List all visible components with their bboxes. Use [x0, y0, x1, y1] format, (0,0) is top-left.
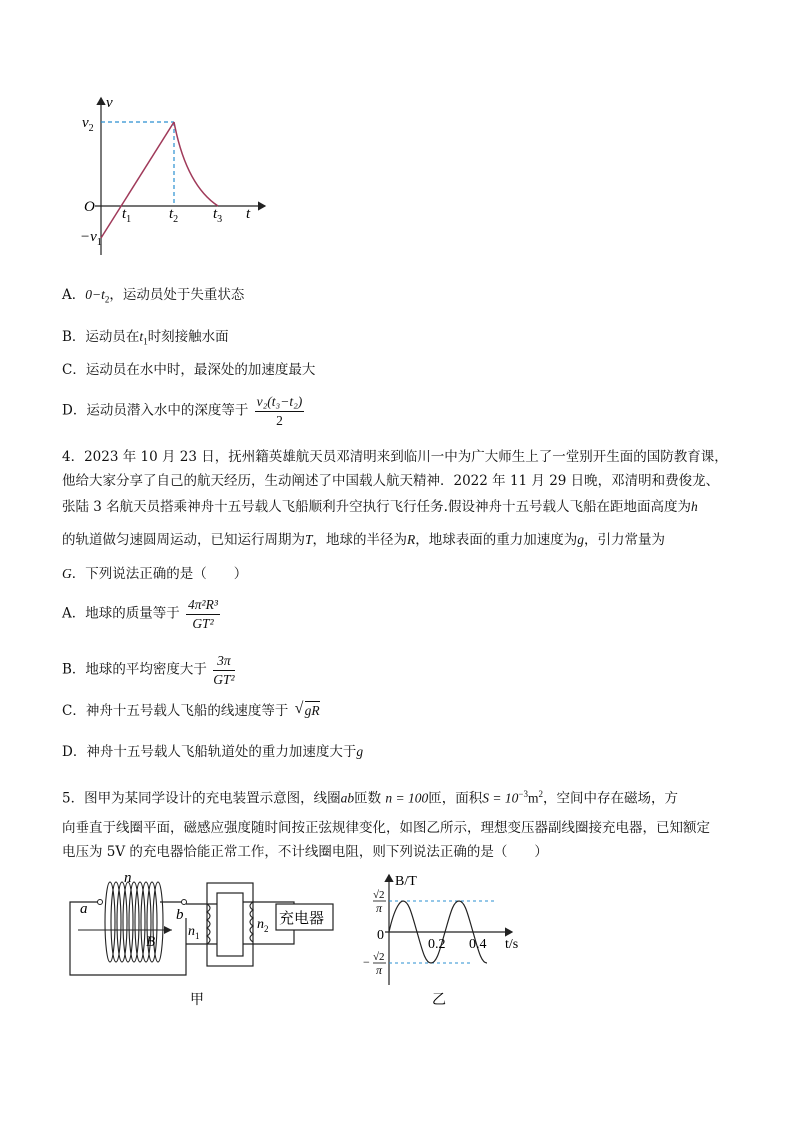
transformer-core-inner [217, 893, 243, 956]
q3-option-c: C．运动员在水中时，最深处的加速度最大 [62, 362, 316, 378]
vt-graph [80, 88, 280, 263]
q4-c-radicand: gR [304, 703, 320, 718]
terminal-a-label: a [80, 901, 88, 917]
svg-text:−v1 [80, 229, 102, 248]
q4-line-5: G．下列说法正确的是（ ） [62, 566, 248, 582]
tick-0-4: 0.4 [469, 937, 487, 952]
field-label: B [146, 934, 156, 950]
t3-label: t [213, 206, 218, 222]
svg-text:n2 [257, 917, 269, 934]
q4-line-1: 4．2023 年 10 月 23 日，抚州籍英雄航天员邓清明来到临川一中为广大师生上了一堂别开生面的国防教育课， [62, 449, 728, 465]
q4-option-a: A．地球的质量等于 $\frac{\text{4π²R³}}{\text{GT²}}$ [62, 597, 218, 631]
zero-label: 0 [377, 928, 384, 943]
coil-ab [105, 882, 163, 962]
v2-label: v [82, 115, 89, 131]
min-num: √2 [373, 951, 385, 963]
q4-option-c: C．神舟十五号载人飞船的线速度等于 √ gR [62, 700, 320, 719]
q5-line-2: 向垂直于线圈平面，磁感应强度随时间按正弦规律变化，如图乙所示，理想变压器副线圈接充电器，已知额定 [62, 820, 710, 836]
velocity-line [101, 122, 174, 238]
caption-yi: 乙 [432, 992, 446, 1008]
q5-line-1: 5．图甲为某同学设计的充电装置示意图，线圈ab匝数 n = 100匝，面积$S = 10^{-3}m^2$，空间中存在磁场，方 [62, 789, 678, 807]
max-num: √2 [373, 889, 385, 901]
q4-line-3: 张陆 3 名航天员搭乘神舟十五号载人飞船顺利升空执行飞行任务.假设神舟十五号载人飞船在距地面高度为h [62, 499, 698, 515]
charger-label: 充电器 [279, 909, 325, 927]
n2-label: n [257, 917, 264, 932]
q4-option-b: B．地球的平均密度大于 $\frac{3\pi}{\text{GT²}}$ [62, 653, 235, 687]
q3-d-fraction: $\frac{\text{v₂(t₃−t₂)}}{2}$ [256, 394, 303, 428]
t2-sub: 2 [173, 214, 179, 225]
n2-sub: 2 [264, 924, 269, 934]
q3-option-a: A．$0-t_2$，运动员处于失重状态 [62, 287, 245, 305]
coil-turns-label: n [124, 870, 132, 886]
origin-label: O [84, 199, 95, 215]
t3-sub: 3 [217, 214, 223, 225]
q3-option-b: B．运动员在$t_1$时刻接触水面 [62, 329, 229, 347]
b-axis-label: B/T [395, 874, 417, 889]
q4-option-d: D．神舟十五号载人飞船轨道处的重力加速度大于g [62, 744, 364, 760]
transformer-core-outer [207, 883, 253, 966]
q4-line-2: 他给大家分享了自己的航天经历，生动阐述了中国载人航天精神．2022 年 11 月 29 日晚，邓清明和费俊龙、 [62, 473, 720, 489]
q5-line-3: 电压为 5V 的充电器恰能正常工作，不计线圈电阻，则下列说法正确的是（ ） [62, 844, 548, 860]
q4-a-fraction: $\frac{\text{4π²R³}}{\text{GT²}}$ [188, 597, 218, 631]
svg-text:t3 [213, 206, 222, 225]
t-axis-label: t [246, 206, 251, 222]
t2-label: t [169, 206, 174, 222]
n1-label: n [188, 924, 195, 939]
max-den: π [376, 901, 383, 915]
min-den: π [376, 963, 383, 977]
caption-jia: 甲 [190, 992, 204, 1008]
svg-text:t1 [122, 206, 131, 225]
q3-option-d: D．运动员潜入水中的深度等于 $\frac{\text{v₂(t₃−t₂)}}{2}$ [62, 394, 303, 428]
v-axis-label: v [106, 95, 113, 111]
q4-line-4: 的轨道做匀速圆周运动，已知运行周期为T，地球的半径为R，地球表面的重力加速度为g，引力常量为 [62, 532, 666, 548]
min-sign: − [363, 955, 370, 969]
t1-sub: 1 [126, 214, 132, 225]
terminal-b-label: b [176, 907, 184, 923]
time-axis-label: t/s [505, 937, 519, 952]
figure-jia [62, 866, 325, 1011]
svg-text:n1 [188, 924, 200, 941]
v2-sub: 2 [88, 123, 94, 134]
q4-b-fraction: $\frac{3\pi}{\text{GT²}}$ [213, 653, 235, 687]
neg-v1-sub: 1 [96, 237, 102, 248]
n1-sub: 1 [195, 931, 200, 941]
t1-label: t [122, 206, 127, 222]
svg-text:t2 [169, 206, 178, 225]
velocity-curve [174, 122, 218, 206]
tick-0-2: 0.2 [428, 937, 446, 952]
neg-v1-label: −v [80, 229, 97, 245]
figure-yi [355, 866, 530, 1011]
svg-text:v2 [82, 115, 94, 134]
